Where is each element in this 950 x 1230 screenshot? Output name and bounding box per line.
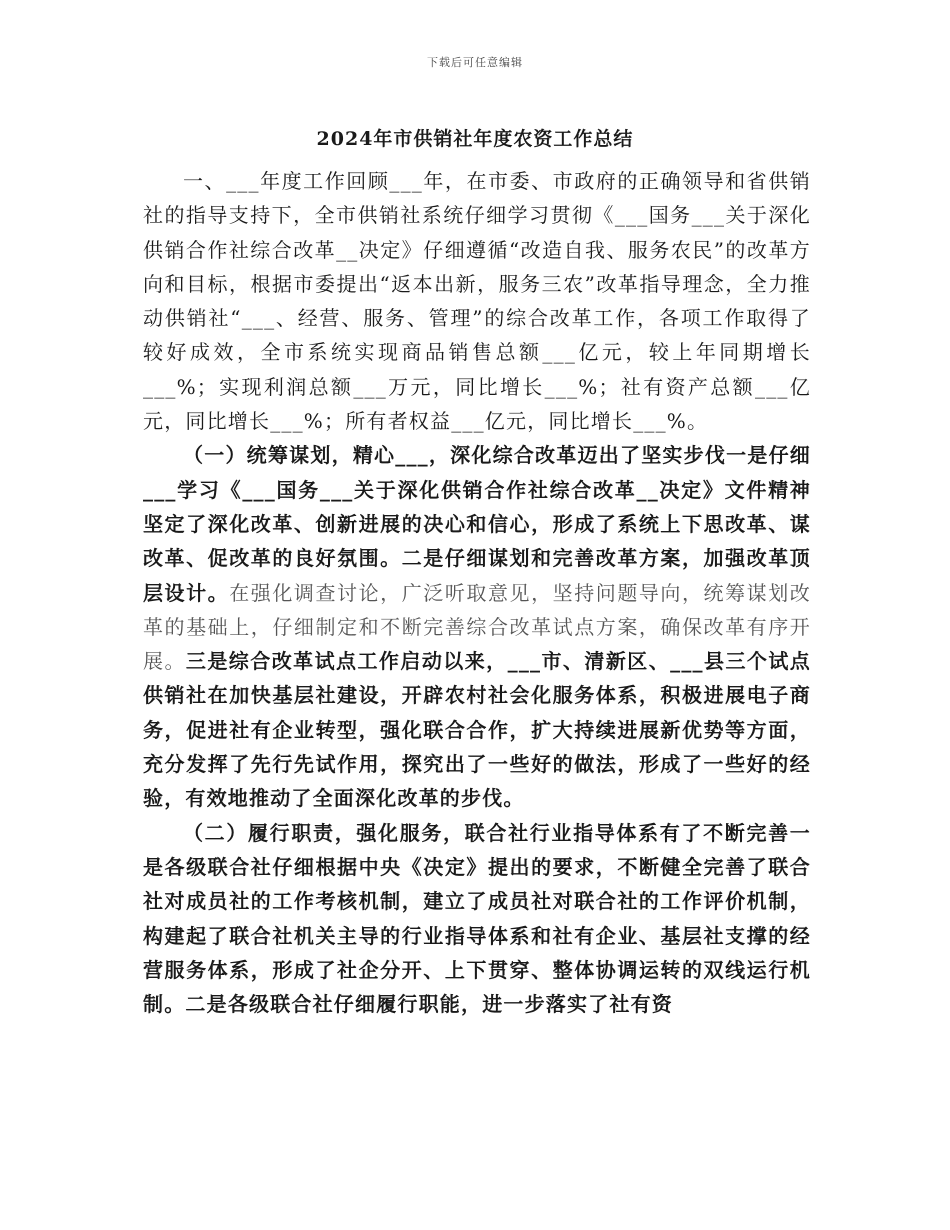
paragraph-reform-planning-part3: 三是综合改革试点工作启动以来，___市、清新区、___县三个试点供销社在加快基层社建设，开辟农村社会化服务体系，积极进展电子商务，促进社有企业转型，强化联合合作，扩大持续进展新优势等方面，充分发挥了先行先试作用，探究出了一些好的做法，形成了一些好的经验，有效地推动了全面深化改革的步伐。 bbox=[143, 649, 811, 811]
paragraph-duty-service: （二）履行职责，强化服务，联合社行业指导体系有了不断完善一是各级联合社仔细根据中央《决定》提出的要求，不断健全完善了联合社对成员社的工作考核机制，建立了成员社对联合社的工作评价机制，构建起了联合社机关主导的行业指导体系和社有企业、基层社支撑的经营服务体系，形成了社企分开、上下贯穿、整体协调运转的双线运行机制。二是各级联合社仔细履行职能，进一步落实了社有资 bbox=[143, 820, 811, 1017]
document-body bbox=[143, 164, 811, 1021]
header-note: 下载后可任意编辑 bbox=[427, 56, 523, 69]
paragraph-reform-planning-part1: （一）统筹谋划，精心___，深化综合改革迈出了坚实步伐一是仔细___学习《___国务___关于深化供销合作社综合改革__决定》文件精神坚定了深化改革、创新进展的决心和信心，形成了系统上下思改革、谋改革、促改革的良好氛围。二是仔细谋划和完善改革方案，加强改革顶层设计。 bbox=[143, 443, 811, 605]
paragraph-reform-planning bbox=[143, 438, 811, 815]
paragraph-annual-review: 一、___年度工作回顾___年，在市委、市政府的正确领导和省供销社的指导支持下，全市供销社系统仔细学习贯彻《___国务___关于深化供销合作社综合改革__决定》仔细遵循“改造自我、服务农民”的改革方向和目标，根据市委提出“返本出新，服务三农”改革指导理念，全力推动供销社“___、经营、服务、管理”的综合改革工作，各项工作取得了较好成效，全市系统实现商品销售总额___亿元，较上年同期增长___%；实现利润总额___万元，同比增长___%；社有资产总额___亿元，同比增长___%；所有者权益___亿元，同比增长___%。 bbox=[143, 169, 811, 434]
paragraph-reform-planning-part2: 在强化调查讨论，广泛听取意见，坚持问题导向，统筹谋划改革的基础上，仔细制定和不断完善综合改革试点方案，确保改革有序开展。 bbox=[143, 580, 811, 674]
document-title: 2024年市供销社年度农资工作总结 bbox=[316, 128, 634, 150]
